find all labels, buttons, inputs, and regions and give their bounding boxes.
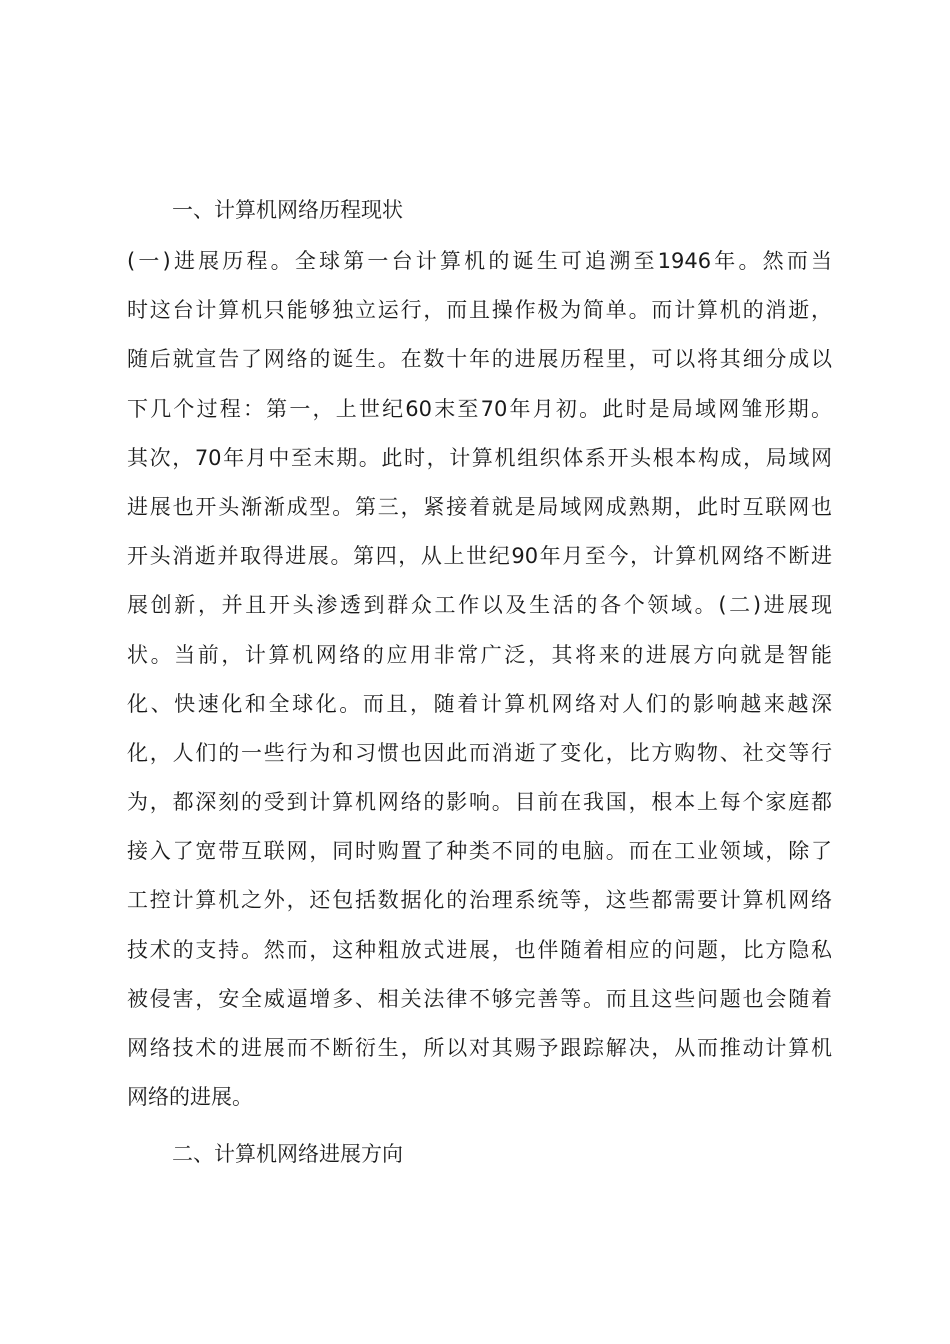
section-heading-2: 二、计算机网络进展方向 xyxy=(172,1142,403,1166)
body-line: 被侵害，安全威逼增多、相关法律不够完善等。而且这些问题也会随着 xyxy=(127,986,832,1011)
body-line: 下几个过程：第一，上世纪60末至70年月初。此时是局域网雏形期。 xyxy=(127,396,832,421)
body-line: 化、快速化和全球化。而且，随着计算机网络对人们的影响越来越深 xyxy=(127,691,832,716)
body-line: 其次，70年月中至末期。此时，计算机组织体系开头根本构成，局域网 xyxy=(127,445,832,470)
section-heading-1: 一、计算机网络历程现状 xyxy=(172,198,403,222)
section-body xyxy=(127,237,832,1122)
body-line: 化，人们的一些行为和习惯也因此而消逝了变化，比方购物、社交等行 xyxy=(127,740,832,765)
body-line: 网络技术的进展而不断衍生，所以对其赐予跟踪解决，从而推动计算机 xyxy=(127,1036,832,1060)
body-line: (一)进展历程。全球第一台计算机的诞生可追溯至1946年。然而当 xyxy=(127,249,832,273)
body-line: 状。当前，计算机网络的应用非常广泛，其将来的进展方向就是智能 xyxy=(127,642,832,667)
body-line: 为，都深刻的受到计算机网络的影响。目前在我国，根本上每个家庭都 xyxy=(127,790,832,815)
body-line: 进展也开头渐渐成型。第三，紧接着就是局域网成熟期，此时互联网也 xyxy=(127,494,832,519)
body-line: 时这台计算机只能够独立运行，而且操作极为简单。而计算机的消逝， xyxy=(127,298,832,323)
body-line: 随后就宣告了网络的诞生。在数十年的进展历程里，可以将其细分成以 xyxy=(127,347,832,372)
body-line: 技术的支持。然而，这种粗放式进展，也伴随着相应的问题，比方隐私 xyxy=(127,937,832,962)
body-line: 展创新，并且开头渗透到群众工作以及生活的各个领域。(二)进展现 xyxy=(127,593,832,618)
body-line: 网络的进展。 xyxy=(127,1085,253,1110)
body-line: 接入了宽带互联网，同时购置了种类不同的电脑。而在工业领域，除了 xyxy=(127,839,832,864)
body-line: 工控计算机之外，还包括数据化的治理系统等，这些都需要计算机网络 xyxy=(127,888,832,913)
body-line: 开头消逝并取得进展。第四，从上世纪90年月至今，计算机网络不断进 xyxy=(127,544,832,569)
